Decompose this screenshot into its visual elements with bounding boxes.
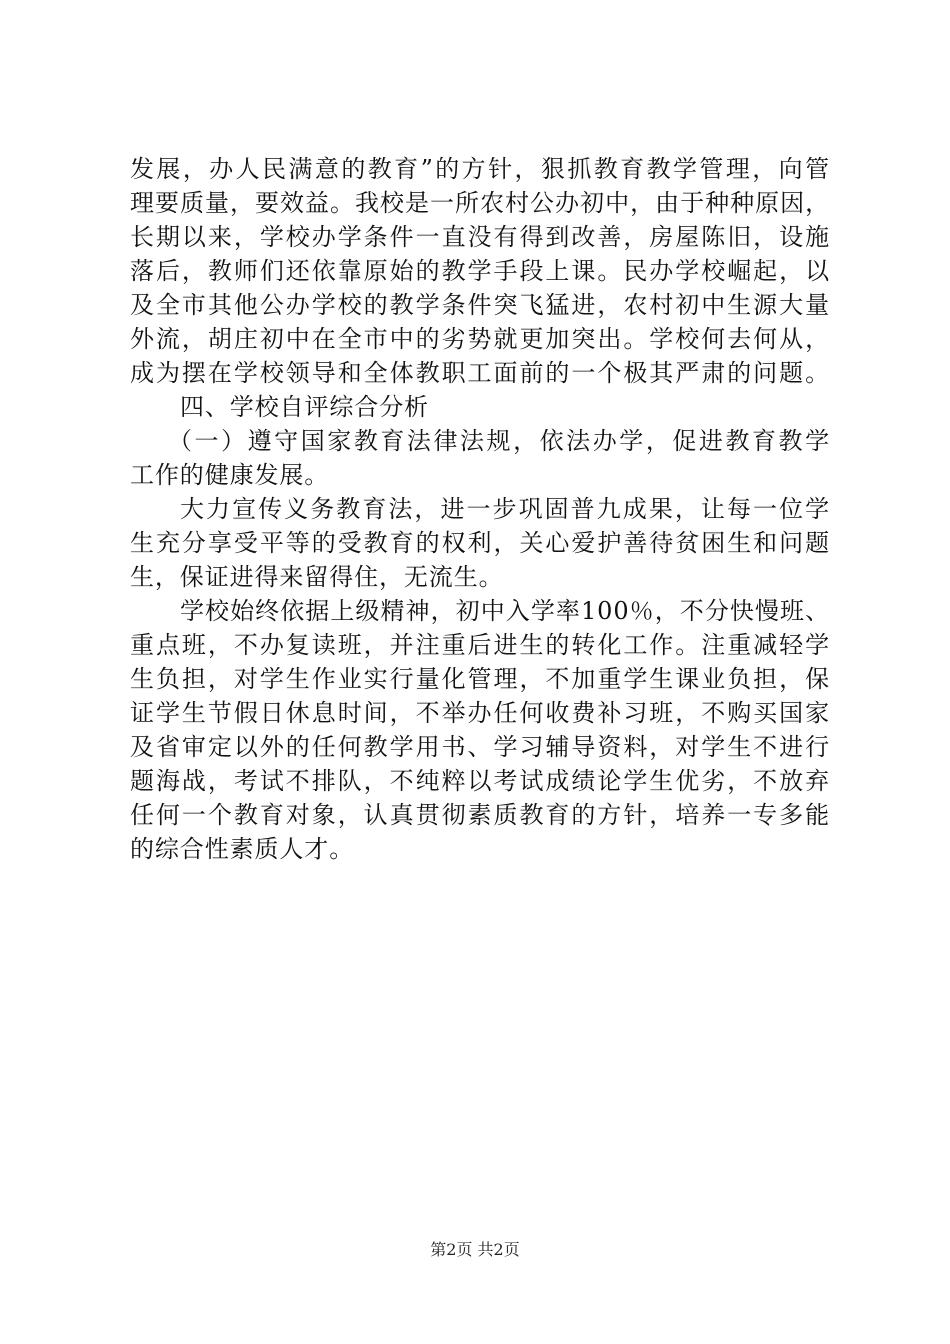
text-line: 及全市其他公办学校的教学条件突飞猛进，农村初中生源大量 <box>130 291 830 319</box>
text-line: 重点班，不办复读班，并注重后进生的转化工作。注重减轻学 <box>130 631 830 659</box>
text-line: 落后，教师们还依靠原始的教学手段上课。民办学校崛起，以 <box>130 257 830 285</box>
text-line: 成为摆在学校领导和全体教职工面前的一个极其严肃的问题。 <box>130 359 830 387</box>
page-footer: 第2页 共2页 <box>430 1240 520 1259</box>
text-line: 生，保证进得来留得住，无流生。 <box>130 563 504 591</box>
paragraph-start-line: 大力宣传义务教育法，进一步巩固普九成果，让每一位学 <box>180 495 830 523</box>
text-line: 理要质量，要效益。我校是一所农村公办初中，由于种种原因， <box>130 189 830 217</box>
paragraph-start-line: 学校始终依据上级精神，初中入学率100％，不分快慢班、 <box>180 597 830 625</box>
text-line: 的综合性素质人才。 <box>130 835 355 863</box>
subsection-heading: （一）遵守国家教育法律法规，依法办学，促进教育教学 <box>168 427 830 455</box>
text-line: 发展，办人民满意的教育”的方针，狠抓教育教学管理，向管 <box>130 155 830 183</box>
subsection-heading-continued: 工作的健康发展。 <box>130 461 330 489</box>
text-line: 任何一个教育对象，认真贯彻素质教育的方针，培养一专多能 <box>130 801 830 829</box>
text-line: 证学生节假日休息时间，不举办任何收费补习班，不购买国家 <box>130 699 830 727</box>
text-line: 及省审定以外的任何教学用书、学习辅导资料，对学生不进行 <box>130 733 830 761</box>
document-body <box>130 152 830 866</box>
text-line: 题海战，考试不排队，不纯粹以考试成绩论学生优劣，不放弃 <box>130 767 830 795</box>
text-line: 长期以来，学校办学条件一直没有得到改善，房屋陈旧，设施 <box>130 223 830 251</box>
section-heading: 四、学校自评综合分析 <box>180 393 429 421</box>
text-line: 外流，胡庄初中在全市中的劣势就更加突出。学校何去何从， <box>130 325 830 353</box>
text-line: 生负担，对学生作业实行量化管理，不加重学生课业负担，保 <box>130 665 830 693</box>
text-line: 生充分享受平等的受教育的权利，关心爱护善待贫困生和问题 <box>130 529 830 557</box>
